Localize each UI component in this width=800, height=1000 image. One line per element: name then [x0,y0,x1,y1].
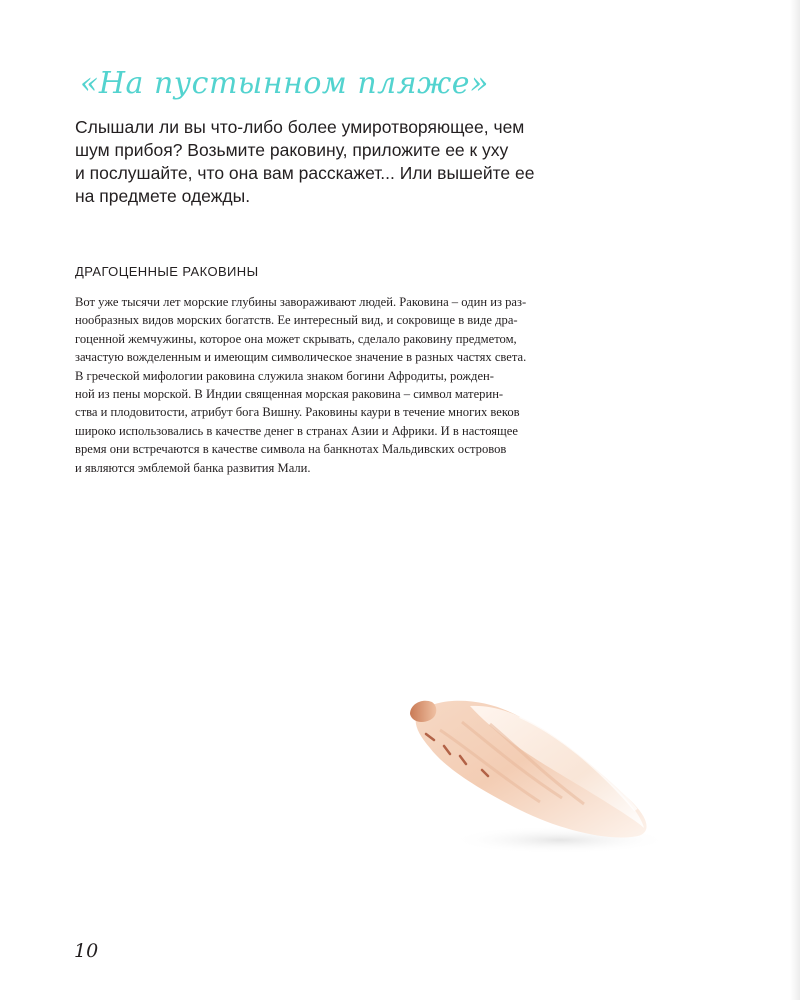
body-line: ной из пены морской. В Индии священная морская раковина – символ материн- [75,387,504,402]
body-line: зачастую вожделенным и имеющим символическое значение в разных частях света. [75,350,527,365]
body-paragraph [75,293,635,477]
body-line: В греческой мифологии раковина служила знаком богини Афродиты, рожден- [75,368,494,383]
body-line: гоценной жемчужины, которое она может скрывать, сделало раковину предметом, [75,331,517,346]
page-edge-shadow [790,0,800,1000]
lead-line: на предмете одежды. [75,186,251,206]
body-line: широко использовались в качестве денег в странах Азии и Африки. И в настоящее [75,423,518,438]
seashell-image [400,690,670,860]
section-heading: ДРАГОЦЕННЫЕ РАКОВИНЫ [75,264,259,279]
body-line: и являются эмблемой банка развития Мали. [75,460,311,475]
lead-line: шум прибоя? Возьмите раковину, приложите ее к уху [75,140,509,160]
page-title: «На пустынном пляже» [80,66,489,101]
body-line: ства и плодовитости, атрибут бога Вишну. Раковины каури в течение многих веков [75,405,520,420]
page-number: 10 [74,940,99,962]
body-line: время они встречаются в качестве символа на банкнотах Мальдивских островов [75,442,507,457]
lead-line: и послушайте, что она вам расскажет... Или вышейте ее [75,163,535,183]
lead-paragraph [75,116,595,208]
body-line: Вот уже тысячи лет морские глубины завораживают людей. Раковина – один из раз- [75,295,527,309]
lead-line: Слышали ли вы что-либо более умиротворяющее, чем [75,117,525,137]
body-line: нообразных видов морских богатств. Ее интересный вид, и сокровище в виде дра- [75,313,518,328]
